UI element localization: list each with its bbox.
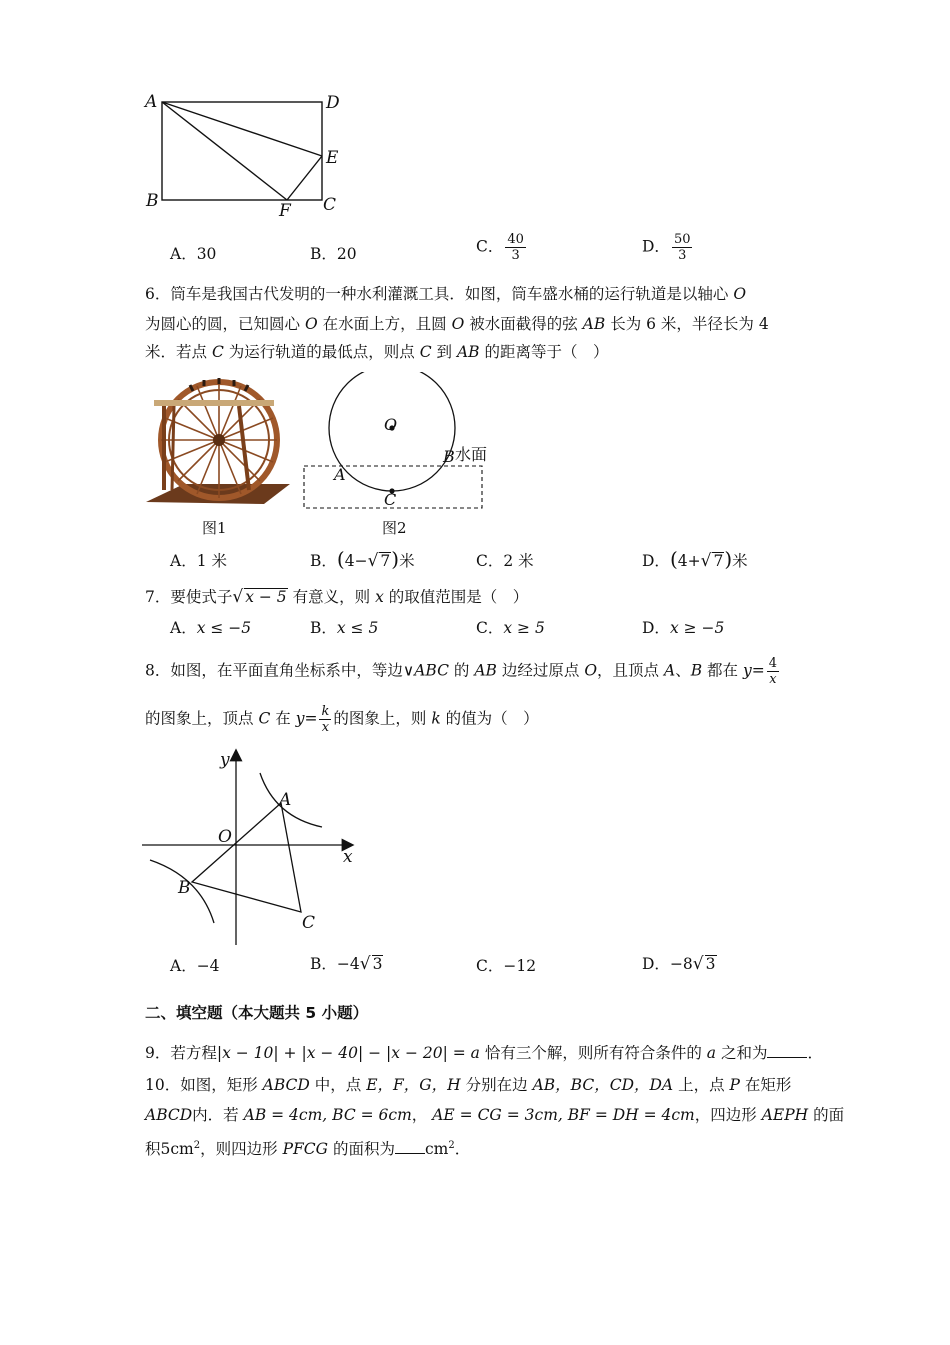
text: 的值为（ ） bbox=[445, 709, 539, 728]
symbol-c: C bbox=[258, 709, 271, 728]
q6-option-d[interactable] bbox=[642, 549, 748, 571]
figure-q8-coordinate-plane bbox=[140, 745, 370, 950]
symbol-ab: AB bbox=[474, 661, 497, 680]
fraction-denominator: x bbox=[769, 672, 777, 687]
symbol-c: C bbox=[419, 343, 432, 361]
expr: x ≤ 5 bbox=[336, 619, 379, 637]
label-c: C bbox=[384, 490, 397, 509]
fraction-denominator: 3 bbox=[678, 248, 687, 263]
triangle-abc bbox=[192, 803, 301, 912]
text: 上，点 bbox=[678, 1076, 725, 1094]
q8-option-a[interactable]: A．−4 bbox=[170, 957, 220, 975]
q7-option-a[interactable] bbox=[170, 618, 251, 638]
symbol-ab: AB bbox=[456, 343, 480, 361]
prefix: D． bbox=[642, 619, 670, 637]
q5-option-c-prefix: C． bbox=[476, 237, 504, 256]
condition-1: AB = 4cm, BC = 6cm bbox=[243, 1106, 412, 1124]
label-f: F bbox=[279, 201, 291, 221]
symbol-aeph: AEPH bbox=[761, 1106, 809, 1124]
text: 的 bbox=[453, 661, 470, 680]
symbol-y: y bbox=[295, 709, 305, 728]
q7-option-c[interactable] bbox=[476, 618, 545, 638]
symbol-ab: AB bbox=[582, 315, 606, 333]
figure-q6-waterwheel-photo bbox=[144, 372, 290, 510]
q5-option-d-prefix: D． bbox=[642, 237, 670, 256]
q6-option-b[interactable] bbox=[310, 549, 415, 571]
segment-ae bbox=[162, 102, 322, 156]
paren-close: ) bbox=[391, 547, 400, 571]
label-b: B bbox=[146, 191, 159, 211]
expr: 4− bbox=[344, 552, 368, 570]
text: 为圆心的圆，已知圆心 bbox=[145, 315, 301, 333]
text: ． bbox=[454, 1140, 471, 1159]
text: ，且顶点 bbox=[597, 661, 660, 680]
radicand: 3 bbox=[705, 955, 716, 973]
text: 10．如图，矩形 bbox=[145, 1076, 258, 1094]
text: 米．若点 bbox=[145, 343, 208, 361]
symbol-a: a bbox=[706, 1044, 717, 1062]
label-x: x bbox=[343, 847, 353, 867]
fraction-4-over-x bbox=[767, 656, 779, 687]
symbol-b: B bbox=[690, 661, 703, 680]
radicand: 3 bbox=[372, 955, 383, 973]
answer-blank[interactable] bbox=[395, 1139, 425, 1154]
label-a: A bbox=[145, 92, 158, 112]
text: 长为 6 米，半径长为 4 bbox=[610, 315, 769, 333]
text: 为运行轨道的最低点，则点 bbox=[228, 343, 415, 361]
q5-option-c-fraction bbox=[505, 232, 526, 263]
prefix: B． bbox=[310, 619, 337, 637]
label-c: C bbox=[323, 195, 337, 215]
q7-option-d[interactable] bbox=[642, 618, 724, 638]
prefix: B． bbox=[310, 552, 337, 570]
equals: = bbox=[304, 709, 318, 728]
text: 边经过原点 bbox=[501, 661, 580, 680]
figure-2-caption: 图2 bbox=[382, 519, 407, 537]
segment-af bbox=[162, 102, 287, 200]
text: ，则四边形 bbox=[200, 1140, 278, 1159]
prefix: A． bbox=[170, 619, 197, 637]
symbol-o: O bbox=[584, 661, 598, 680]
q6-line-3 bbox=[145, 342, 609, 362]
symbol-x: x bbox=[375, 588, 384, 606]
answer-blank[interactable] bbox=[767, 1043, 807, 1058]
text: 8．如图，在平面直角坐标系中，等边∨ bbox=[145, 661, 415, 680]
fraction-denominator: 3 bbox=[511, 248, 520, 263]
text: 到 bbox=[436, 343, 453, 361]
text: ． bbox=[807, 1044, 823, 1062]
label-a: A bbox=[334, 465, 346, 484]
label-o: O bbox=[218, 827, 232, 847]
symbol-pfcg: PFCG bbox=[282, 1140, 329, 1159]
figure-q6-circle-diagram bbox=[300, 372, 500, 514]
symbol-o: O bbox=[733, 285, 747, 303]
q8-line-1 bbox=[145, 656, 781, 687]
sqrt-icon: √ bbox=[359, 954, 371, 974]
label-o: O bbox=[384, 415, 398, 434]
symbol-points: E，F，G，H bbox=[366, 1076, 461, 1094]
label-b: B bbox=[178, 878, 191, 898]
expr: 4+ bbox=[677, 552, 701, 570]
text: 的面 bbox=[813, 1106, 845, 1124]
superscript: 2 bbox=[448, 1140, 455, 1151]
label-water-surface: 水面 bbox=[455, 445, 488, 464]
equation: |x − 10| + |x − 40| − |x − 20| = a bbox=[216, 1044, 480, 1062]
q5-option-c[interactable] bbox=[476, 232, 528, 263]
text: 、 bbox=[675, 661, 691, 680]
sqrt-icon: √ bbox=[367, 551, 379, 571]
paren-open: ( bbox=[669, 547, 678, 571]
q5-option-d[interactable] bbox=[642, 232, 694, 263]
fraction-denominator: x bbox=[321, 720, 330, 735]
segment-ef bbox=[287, 156, 322, 200]
symbol-c: C bbox=[211, 343, 224, 361]
symbol-sides: AB，BC，CD，DA bbox=[532, 1076, 674, 1094]
fraction-numerator: 40 bbox=[507, 232, 524, 247]
expr: x ≥ −5 bbox=[669, 619, 725, 637]
q5-option-a[interactable]: A．30 bbox=[170, 245, 217, 263]
q5-option-b[interactable]: B．20 bbox=[310, 245, 357, 263]
sqrt-icon: √ bbox=[692, 954, 704, 974]
fraction-numerator: k bbox=[321, 704, 330, 719]
text: 在 bbox=[275, 709, 291, 728]
figure-q5-rectangle bbox=[140, 88, 360, 223]
text: 6．筒车是我国古代发明的一种水利灌溉工具．如图，筒车盛水桶的运行轨道是以轴心 bbox=[145, 285, 729, 303]
q8-option-d[interactable] bbox=[642, 954, 717, 974]
text: 的取值范围是（ ） bbox=[388, 588, 529, 606]
fraction-numerator: 4 bbox=[768, 656, 778, 671]
paren-close: ) bbox=[724, 547, 733, 571]
expr: x ≥ 5 bbox=[503, 619, 545, 637]
expr: x ≤ −5 bbox=[196, 619, 252, 637]
unit: 米 bbox=[399, 552, 415, 570]
text: 的图象上，则 bbox=[333, 709, 427, 728]
radicand: x − 5 bbox=[245, 588, 287, 606]
text: 9．若方程 bbox=[145, 1044, 217, 1062]
text: 积 bbox=[145, 1140, 161, 1159]
coefficient: −4 bbox=[336, 955, 360, 973]
symbol-y: y bbox=[743, 661, 752, 680]
text: 的图象上，顶点 bbox=[145, 709, 254, 728]
symbol-abc: ABC bbox=[414, 661, 449, 680]
text: 都在 bbox=[707, 661, 739, 680]
label-y: y bbox=[220, 750, 230, 770]
condition-2: AE = CG = 3cm, BF = DH = 4cm bbox=[432, 1106, 695, 1124]
q5-option-d-fraction bbox=[672, 232, 693, 263]
paren-open: ( bbox=[336, 547, 345, 571]
symbol-o: O bbox=[451, 315, 465, 333]
text: 7．要使式子 bbox=[145, 588, 233, 606]
equals: = bbox=[751, 661, 765, 680]
q8-line-2 bbox=[145, 704, 539, 735]
q6-line-2 bbox=[145, 314, 769, 334]
q10-line-3 bbox=[145, 1136, 470, 1159]
text: 恰有三个解，则所有符合条件的 bbox=[484, 1044, 702, 1062]
label-a: A bbox=[279, 790, 292, 810]
symbol-o: O bbox=[304, 315, 318, 333]
q7-stem bbox=[145, 587, 528, 607]
text: 之和为 bbox=[720, 1044, 768, 1062]
q6-option-c[interactable]: C．2 米 bbox=[476, 552, 534, 570]
symbol-abcd: ABCD bbox=[145, 1106, 193, 1124]
prefix: B． bbox=[310, 955, 337, 973]
q10-line-2 bbox=[145, 1105, 844, 1125]
symbol-k: k bbox=[431, 709, 441, 728]
text: 中，点 bbox=[314, 1076, 362, 1094]
section-heading-fill-in: 二、填空题（本大题共 5 小题） bbox=[145, 1004, 369, 1022]
text: 的面积为 bbox=[332, 1140, 395, 1159]
label-c: C bbox=[302, 913, 316, 933]
text: 的距离等于（ ） bbox=[484, 343, 609, 361]
figure-1-caption: 图1 bbox=[202, 519, 227, 537]
symbol-a: A bbox=[664, 661, 676, 680]
text: ， bbox=[411, 1106, 428, 1124]
prefix: C． bbox=[476, 619, 504, 637]
unit: 米 bbox=[732, 552, 748, 570]
radicand: 7 bbox=[380, 552, 391, 570]
text: ，四边形 bbox=[694, 1106, 757, 1124]
fraction-k-over-x bbox=[319, 704, 331, 735]
text: 有意义，则 bbox=[292, 588, 371, 606]
fraction-numerator: 50 bbox=[673, 232, 691, 247]
superscript: 2 bbox=[193, 1140, 201, 1151]
label-e: E bbox=[326, 148, 339, 168]
symbol-p: P bbox=[729, 1076, 740, 1094]
sqrt-icon: √ bbox=[232, 587, 244, 607]
unit: cm bbox=[424, 1140, 449, 1159]
area-value: 5cm bbox=[160, 1140, 194, 1159]
q6-option-a[interactable]: A．1 米 bbox=[170, 552, 227, 570]
prefix: D． bbox=[642, 955, 670, 973]
label-b: B bbox=[443, 447, 455, 466]
text: 内．若 bbox=[192, 1106, 239, 1124]
q7-option-b[interactable] bbox=[310, 618, 378, 638]
sqrt-icon: √ bbox=[700, 551, 712, 571]
q10-line-1 bbox=[145, 1075, 791, 1095]
text: 被水面截得的弦 bbox=[469, 315, 578, 333]
label-d: D bbox=[326, 93, 340, 113]
text: 在水面上方，且圆 bbox=[322, 315, 447, 333]
q6-line-1 bbox=[145, 284, 746, 304]
coefficient: −8 bbox=[669, 955, 693, 973]
q8-option-c[interactable]: C．−12 bbox=[476, 957, 537, 975]
prefix: D． bbox=[642, 552, 670, 570]
q9-stem bbox=[145, 1043, 823, 1063]
symbol-abcd: ABCD bbox=[262, 1076, 310, 1094]
radicand: 7 bbox=[713, 552, 724, 570]
text: 分别在边 bbox=[465, 1076, 528, 1094]
text: 在矩形 bbox=[744, 1076, 792, 1094]
q8-option-b[interactable] bbox=[310, 954, 383, 974]
